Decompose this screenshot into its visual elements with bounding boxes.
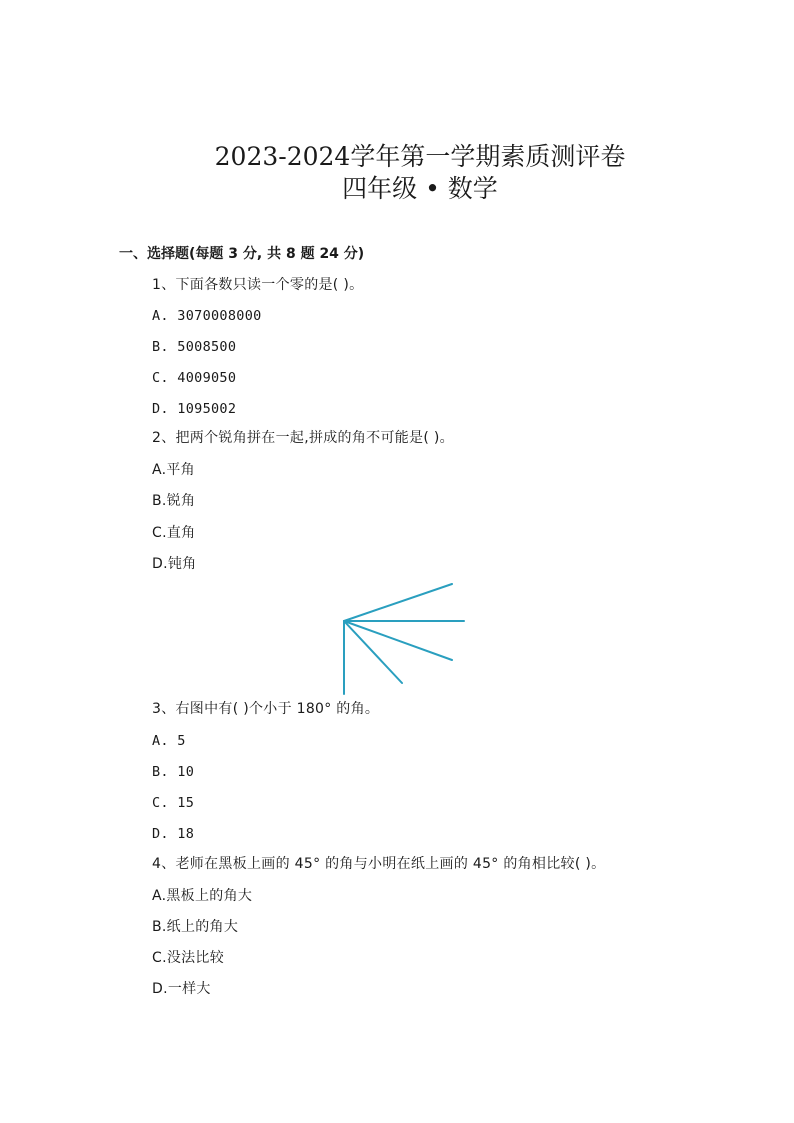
question-4-option-d: D.一样大: [152, 981, 211, 997]
question-3-option-c: C. 15: [152, 795, 195, 811]
question-4-option-b: B.纸上的角大: [152, 919, 239, 935]
ray-down-diagonal: [344, 621, 402, 683]
question-3-stem: 3、右图中有( )个小于 180° 的角。: [152, 701, 380, 717]
question-3-option-a: A. 5: [152, 733, 186, 749]
question-1-stem: 1、下面各数只读一个零的是( )。: [152, 277, 364, 293]
section-heading: 一、选择题(每题 3 分, 共 8 题 24 分): [119, 246, 365, 262]
question-4-stem: 4、老师在黑板上画的 45° 的角与小明在纸上画的 45° 的角相比较( )。: [152, 856, 606, 872]
question-2-option-d: D.钝角: [152, 556, 197, 572]
question-3-option-b: B. 10: [152, 764, 195, 780]
question-1-option-d: D. 1095002: [152, 401, 237, 417]
page-title: 2023-2024学年第一学期素质测评卷: [214, 142, 626, 171]
question-2-option-b: B.锐角: [152, 493, 196, 509]
question-4-option-a: A.黑板上的角大: [152, 888, 253, 904]
angle-rays-figure: [330, 578, 480, 700]
ray-up-right: [344, 584, 452, 621]
question-1-option-a: A. 3070008000: [152, 308, 262, 324]
question-1-option-c: C. 4009050: [152, 370, 237, 386]
question-2-stem: 2、把两个锐角拼在一起,拼成的角不可能是( )。: [152, 430, 454, 446]
question-4-option-c: C.没法比较: [152, 950, 225, 966]
ray-down-right: [344, 621, 452, 660]
question-2-option-a: A.平角: [152, 462, 195, 478]
page-subtitle: 四年级 • 数学: [342, 174, 498, 203]
question-3-option-d: D. 18: [152, 826, 195, 842]
question-2-option-c: C.直角: [152, 525, 196, 541]
question-1-option-b: B. 5008500: [152, 339, 237, 355]
